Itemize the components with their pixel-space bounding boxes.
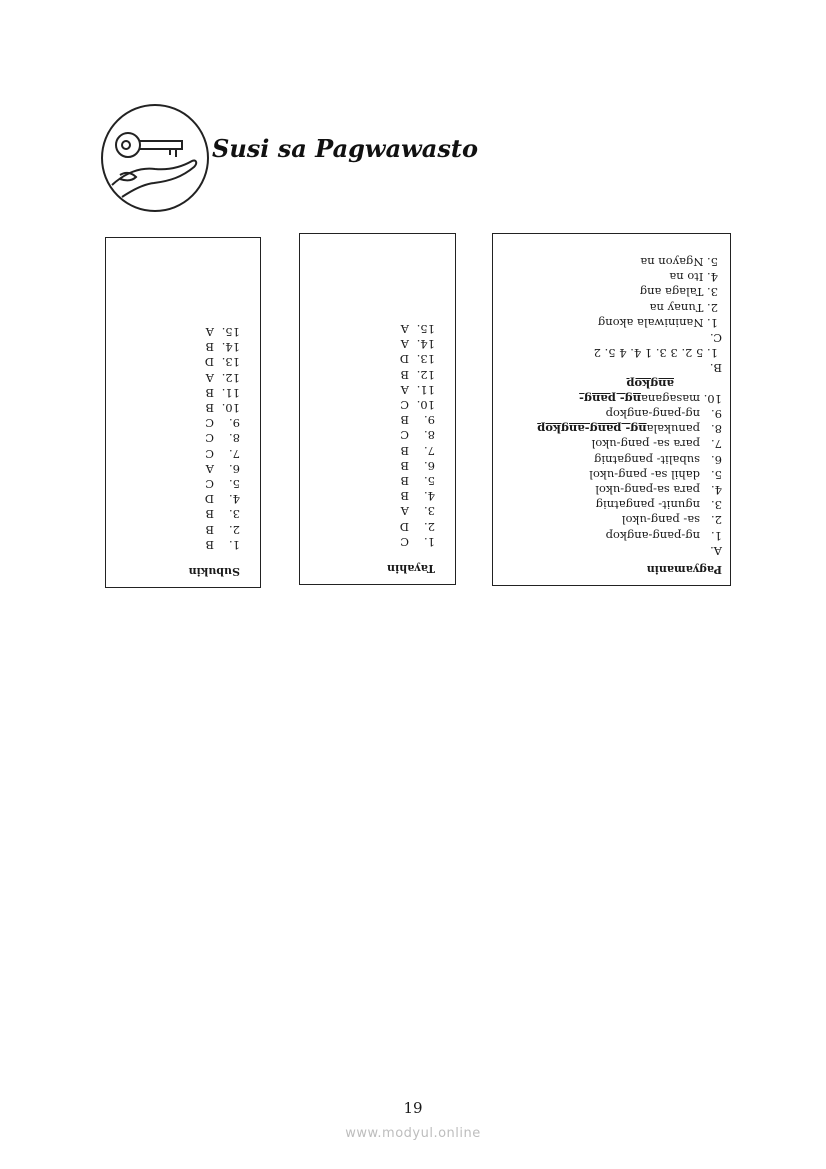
answer-row xyxy=(310,366,435,381)
answer-row xyxy=(116,461,240,476)
item-answer: B xyxy=(400,367,409,382)
part-a-label: A. xyxy=(710,543,722,558)
item-text xyxy=(622,512,700,527)
answer-row xyxy=(310,442,435,457)
answer-row xyxy=(310,473,435,488)
answer-row xyxy=(116,415,240,430)
answer-row xyxy=(116,506,240,521)
part-a-row xyxy=(503,451,722,466)
item-number: 2. xyxy=(424,519,435,534)
answer-row xyxy=(310,412,435,427)
item-number: 11. xyxy=(416,382,435,397)
item-text-underlined: angkop xyxy=(626,376,674,391)
part-c-row: 4. Ito na xyxy=(669,270,718,285)
item-answer: C xyxy=(205,476,214,491)
watermark: www.modyul.online xyxy=(345,1126,481,1141)
pagyamanin-heading: Pagyamanin xyxy=(646,563,722,576)
item-number: 8. xyxy=(424,428,435,443)
part-c-label: C. xyxy=(709,330,722,345)
answer-row xyxy=(310,518,435,533)
answer-row xyxy=(116,521,240,536)
answer-row xyxy=(310,336,435,351)
answer-row xyxy=(116,476,240,491)
item-number: 7. xyxy=(229,446,240,461)
item-text-underlined: ng- pang-angkop xyxy=(537,422,647,437)
part-a-row xyxy=(503,527,722,542)
item-answer: D xyxy=(399,352,409,367)
subukin-heading: Subukin xyxy=(188,565,240,578)
item-answer: D xyxy=(204,355,214,370)
item-text-main: subalit- pangatnig xyxy=(594,452,700,467)
answer-row xyxy=(310,427,435,442)
answer-row xyxy=(116,354,240,369)
answer-row xyxy=(116,430,240,445)
item-number: 10. xyxy=(416,397,435,412)
page-number: 19 xyxy=(403,1099,423,1117)
item-number: 3. xyxy=(229,507,240,522)
item-text xyxy=(579,391,700,406)
item-answer: A xyxy=(400,337,409,352)
item-number: 5. xyxy=(424,473,435,488)
item-text-main: para sa- pang-ukol xyxy=(591,437,700,452)
item-answer: A xyxy=(400,504,409,519)
subukin-list xyxy=(116,324,240,552)
item-text xyxy=(606,406,700,421)
item-number: 2. xyxy=(229,522,240,537)
part-a-row xyxy=(503,512,722,527)
item-number: 12. xyxy=(221,370,240,385)
item-number: 13. xyxy=(416,352,435,367)
item-number: 9. xyxy=(229,416,240,431)
item-answer: D xyxy=(399,519,409,534)
item-number: 5. xyxy=(229,476,240,491)
item-number: 1. xyxy=(711,528,722,543)
page-title: Susi sa Pagwawasto xyxy=(212,134,478,163)
item-answer: A xyxy=(205,461,214,476)
item-number: 1. xyxy=(424,534,435,549)
item-number: 4. xyxy=(711,482,722,497)
item-answer: B xyxy=(205,400,214,415)
item-number: 8. xyxy=(711,422,722,437)
part-a-row xyxy=(503,436,722,451)
item-text-underlined: ng- pang- xyxy=(579,391,641,406)
item-answer: C xyxy=(400,534,409,549)
answer-row xyxy=(310,382,435,397)
item-number: 6. xyxy=(229,461,240,476)
part-c-row: 3. Talaga ang xyxy=(639,285,718,300)
answer-row xyxy=(116,400,240,415)
item-text-main: masagana xyxy=(641,391,700,406)
item-text-main: sa- pang-ukol xyxy=(621,513,700,528)
answer-row xyxy=(310,351,435,366)
item-number: 7. xyxy=(424,443,435,458)
item-answer: B xyxy=(205,507,214,522)
item-answer: C xyxy=(400,397,409,412)
item-number: 14. xyxy=(221,340,240,355)
answer-row xyxy=(116,369,240,384)
item-text-main: dahil sa- pang-ukol xyxy=(589,467,700,482)
item-text xyxy=(606,527,700,542)
answer-row xyxy=(116,385,240,400)
part-a-row xyxy=(503,391,722,406)
part-a-row xyxy=(503,421,722,436)
item-answer: B xyxy=(205,537,214,552)
answer-row xyxy=(310,503,435,518)
answer-row xyxy=(116,491,240,506)
answer-row xyxy=(310,488,435,503)
item-text-main: panukala xyxy=(646,422,700,437)
part-b-answer: 1. 5 2. 3 3. 1 4. 4 5. 2 xyxy=(593,346,718,361)
item-answer: A xyxy=(400,382,409,397)
item-answer: C xyxy=(205,416,214,431)
item-number: 2. xyxy=(711,513,722,528)
part-a-row xyxy=(503,497,722,512)
part-c-row: 5. Ngayon na xyxy=(640,254,718,269)
item-number: 15. xyxy=(221,324,240,339)
item-number: 15. xyxy=(416,321,435,336)
item-number: 3. xyxy=(711,498,722,513)
item-number: 5. xyxy=(711,467,722,482)
item-text-main: ngunit- pangatnig xyxy=(595,498,700,513)
item-answer: D xyxy=(204,492,214,507)
item-answer: A xyxy=(400,321,409,336)
item-text xyxy=(595,482,700,497)
part-a-row xyxy=(503,482,722,497)
part-a-row xyxy=(503,467,722,482)
item-number: 1. xyxy=(229,537,240,552)
item-text-main: para sa-pang-ukol xyxy=(595,482,700,497)
item-number: 9. xyxy=(711,406,722,421)
part-c-row: 1. Naniniwala akong xyxy=(597,315,718,330)
tayahin-list xyxy=(310,321,435,549)
item-answer: B xyxy=(400,413,409,428)
answer-row xyxy=(310,397,435,412)
answer-row xyxy=(116,324,240,339)
answer-row xyxy=(116,537,240,552)
item-answer: A xyxy=(205,370,214,385)
item-answer: C xyxy=(400,428,409,443)
pagyamanin-answer-box xyxy=(492,233,731,586)
item-answer: B xyxy=(400,489,409,504)
part-a-row xyxy=(503,406,722,421)
subukin-answer-box xyxy=(105,237,261,588)
item-text xyxy=(537,421,700,436)
item-number: 4. xyxy=(424,489,435,504)
item-number: 6. xyxy=(424,458,435,473)
item-number: 3. xyxy=(424,504,435,519)
item-answer: C xyxy=(205,431,214,446)
item-number: 11. xyxy=(221,385,240,400)
item-text xyxy=(589,467,700,482)
part-a-list xyxy=(503,375,722,542)
item-answer: B xyxy=(400,443,409,458)
key-in-hand-icon xyxy=(100,103,210,213)
item-text xyxy=(594,451,700,466)
answer-row xyxy=(310,321,435,336)
item-number: 14. xyxy=(416,337,435,352)
item-answer: B xyxy=(205,340,214,355)
answer-row xyxy=(116,339,240,354)
item-number-spacer xyxy=(674,375,696,390)
part-a-row-continued xyxy=(503,375,722,390)
tayahin-answer-box xyxy=(299,233,456,585)
tayahin-heading: Tayahin xyxy=(387,562,435,575)
part-c-list xyxy=(503,254,722,330)
item-number: 10. xyxy=(221,400,240,415)
answer-row xyxy=(116,445,240,460)
item-number: 10. xyxy=(703,391,722,406)
item-text-main: ng-pang-angkop xyxy=(605,528,700,543)
item-text-main: ng-pang-angkop xyxy=(605,406,700,421)
item-number: 4. xyxy=(229,492,240,507)
item-number: 7. xyxy=(711,437,722,452)
part-b-label: B. xyxy=(709,361,722,376)
part-c-row: 2. Tunay na xyxy=(649,300,718,315)
item-number: 6. xyxy=(711,452,722,467)
answer-row xyxy=(310,458,435,473)
answer-row xyxy=(310,534,435,549)
item-number: 12. xyxy=(416,367,435,382)
item-text xyxy=(596,497,700,512)
item-answer: B xyxy=(205,385,214,400)
item-number: 9. xyxy=(424,413,435,428)
item-text xyxy=(592,436,700,451)
item-answer: B xyxy=(400,458,409,473)
item-number: 8. xyxy=(229,431,240,446)
item-answer: A xyxy=(205,324,214,339)
item-answer: C xyxy=(205,446,214,461)
item-number: 13. xyxy=(221,355,240,370)
item-answer: B xyxy=(400,473,409,488)
item-answer: B xyxy=(205,522,214,537)
